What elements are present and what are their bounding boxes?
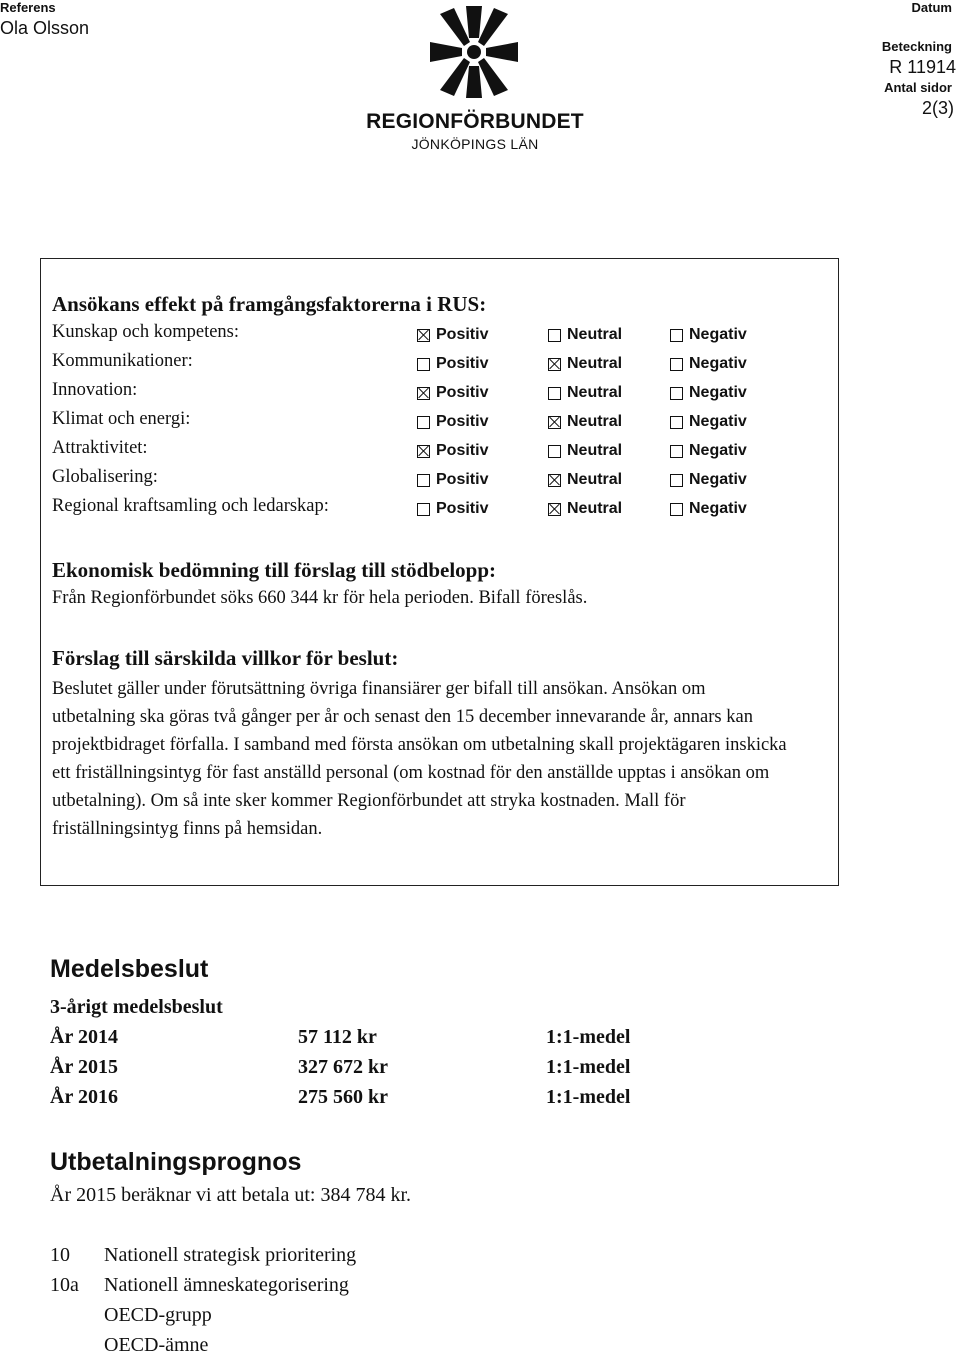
empty-box-icon <box>670 503 683 516</box>
datum-label: Datum <box>911 0 952 15</box>
effect-option-label: Negativ <box>689 384 747 401</box>
effect-option-label: Neutral <box>567 471 623 488</box>
medel-amount: 275 560 kr <box>298 1086 388 1108</box>
effect-option-label: Positiv <box>436 500 489 517</box>
medel-type: 1:1-medel <box>546 1086 631 1108</box>
effect-option-negativ <box>670 471 747 489</box>
checked-box-icon <box>417 387 430 400</box>
effect-option-label: Positiv <box>436 413 489 430</box>
effect-option-label: Positiv <box>436 384 489 401</box>
effect-option-label: Neutral <box>567 384 623 401</box>
utbetalningsprognos-text: År 2015 beräknar vi att betala ut: 384 784 kr. <box>50 1184 412 1206</box>
empty-box-icon <box>670 329 683 342</box>
medel-amount: 57 112 kr <box>298 1026 377 1048</box>
medel-type: 1:1-medel <box>546 1056 631 1078</box>
effect-option-negativ <box>670 326 747 344</box>
effect-row-label: Regional kraftsamling och ledarskap: <box>52 496 329 516</box>
checked-box-icon <box>548 503 561 516</box>
medel-amount: 327 672 kr <box>298 1056 388 1078</box>
referens-label: Referens <box>0 0 56 15</box>
effect-option-label: Positiv <box>436 326 489 343</box>
effect-option-negativ <box>670 384 747 402</box>
effect-option-positiv <box>417 326 488 344</box>
effect-option-neutral <box>548 413 622 431</box>
effect-option-negativ <box>670 442 747 460</box>
effect-option-label: Negativ <box>689 500 747 517</box>
org-subname: JÖNKÖPINGS LÄN <box>411 136 539 152</box>
checked-box-icon <box>417 329 430 342</box>
antal-sidor-label: Antal sidor <box>884 80 952 95</box>
effect-option-neutral <box>548 326 622 344</box>
effect-row-label: Kommunikationer: <box>52 351 193 371</box>
effect-option-label: Negativ <box>689 471 747 488</box>
effect-option-neutral <box>548 355 622 373</box>
regionforbundet-logo <box>428 2 520 102</box>
empty-box-icon <box>670 445 683 458</box>
effect-option-neutral <box>548 442 622 460</box>
effect-option-negativ <box>670 500 747 518</box>
empty-box-icon <box>417 416 430 429</box>
footer-item-text: OECD-ämne <box>104 1334 209 1356</box>
conditions-title: Förslag till särskilda villkor för beslut: <box>52 646 399 670</box>
effect-option-positiv <box>417 355 488 373</box>
empty-box-icon <box>417 474 430 487</box>
empty-box-icon <box>417 358 430 371</box>
effect-option-label: Negativ <box>689 413 747 430</box>
footer-item-text: Nationell ämneskategorisering <box>104 1274 349 1296</box>
effect-option-positiv <box>417 413 488 431</box>
conditions-text: Beslutet gäller under förutsättning övriga finansiärer ger bifall till ansökan. Ansökan om utbetalning ska göras två gånger per år och senast den 15 december innevarande år, annars kan projektbidraget förfalla. I samband med första ansökan om utbetalning skall projektägaren inskicka ett friställningsintyg för fast anställd personal (om kostnad för den anställde upptas i ansökan om utbetalning). Om så inte sker kommer Regionförbundet att stryka kostnaden. Mall för friställningsintyg finns på hemsidan. <box>52 679 787 839</box>
beteckning-label: Beteckning <box>881 39 952 54</box>
referens-value: Ola Olsson <box>0 18 90 38</box>
medel-year: År 2014 <box>50 1026 118 1048</box>
empty-box-icon <box>670 416 683 429</box>
checked-box-icon <box>417 445 430 458</box>
effect-option-positiv <box>417 471 488 489</box>
footer-item-number: 10a <box>50 1274 79 1296</box>
footer-item-number: 10 <box>50 1244 70 1266</box>
utbetalningsprognos-heading: Utbetalningsprognos <box>50 1148 302 1176</box>
effect-row-label: Attraktivitet: <box>52 438 148 458</box>
checked-box-icon <box>548 358 561 371</box>
effect-option-label: Negativ <box>689 326 747 343</box>
effect-option-label: Negativ <box>689 442 747 459</box>
effect-row-label: Klimat och energi: <box>52 409 191 429</box>
effect-option-negativ <box>670 413 747 431</box>
empty-box-icon <box>670 358 683 371</box>
effect-option-positiv <box>417 442 488 460</box>
effect-option-neutral <box>548 471 622 489</box>
effect-option-positiv <box>417 384 488 402</box>
empty-box-icon <box>548 387 561 400</box>
effect-option-neutral <box>548 500 622 518</box>
effect-row-label: Globalisering: <box>52 467 158 487</box>
effect-option-negativ <box>670 355 747 373</box>
economic-text: Från Regionförbundet söks 660 344 kr för hela perioden. Bifall föreslås. <box>52 588 588 608</box>
effect-option-label: Neutral <box>567 442 623 459</box>
effect-row-label: Kunskap och kompetens: <box>52 322 240 342</box>
empty-box-icon <box>670 474 683 487</box>
footer-item-text: OECD-grupp <box>104 1304 212 1326</box>
economic-title: Ekonomisk bedömning till förslag till stödbelopp: <box>52 558 497 582</box>
effect-option-positiv <box>417 500 488 518</box>
empty-box-icon <box>548 445 561 458</box>
effect-option-label: Positiv <box>436 471 489 488</box>
effect-row-label: Innovation: <box>52 380 138 400</box>
medelsbeslut-subheading: 3-årigt medelsbeslut <box>50 996 223 1018</box>
effect-option-label: Positiv <box>436 442 489 459</box>
effect-option-label: Neutral <box>567 326 623 343</box>
effect-option-label: Positiv <box>436 355 489 372</box>
effect-option-label: Neutral <box>567 355 623 372</box>
empty-box-icon <box>670 387 683 400</box>
effect-option-label: Neutral <box>567 500 623 517</box>
beteckning-value: R 11914 <box>889 57 956 77</box>
effect-option-label: Negativ <box>689 355 747 372</box>
medel-year: År 2016 <box>50 1086 118 1108</box>
medelsbeslut-heading: Medelsbeslut <box>50 955 209 983</box>
medel-type: 1:1-medel <box>546 1026 631 1048</box>
empty-box-icon <box>548 329 561 342</box>
effect-option-label: Neutral <box>567 413 623 430</box>
antal-sidor-value: 2(3) <box>921 98 954 118</box>
effect-option-neutral <box>548 384 622 402</box>
checked-box-icon <box>548 416 561 429</box>
org-name: REGIONFÖRBUNDET <box>366 110 584 133</box>
footer-item-text: Nationell strategisk prioritering <box>104 1244 357 1266</box>
empty-box-icon <box>417 503 430 516</box>
medel-year: År 2015 <box>50 1056 118 1078</box>
checked-box-icon <box>548 474 561 487</box>
effects-title: Ansökans effekt på framgångsfaktorerna i RUS: <box>52 292 487 316</box>
